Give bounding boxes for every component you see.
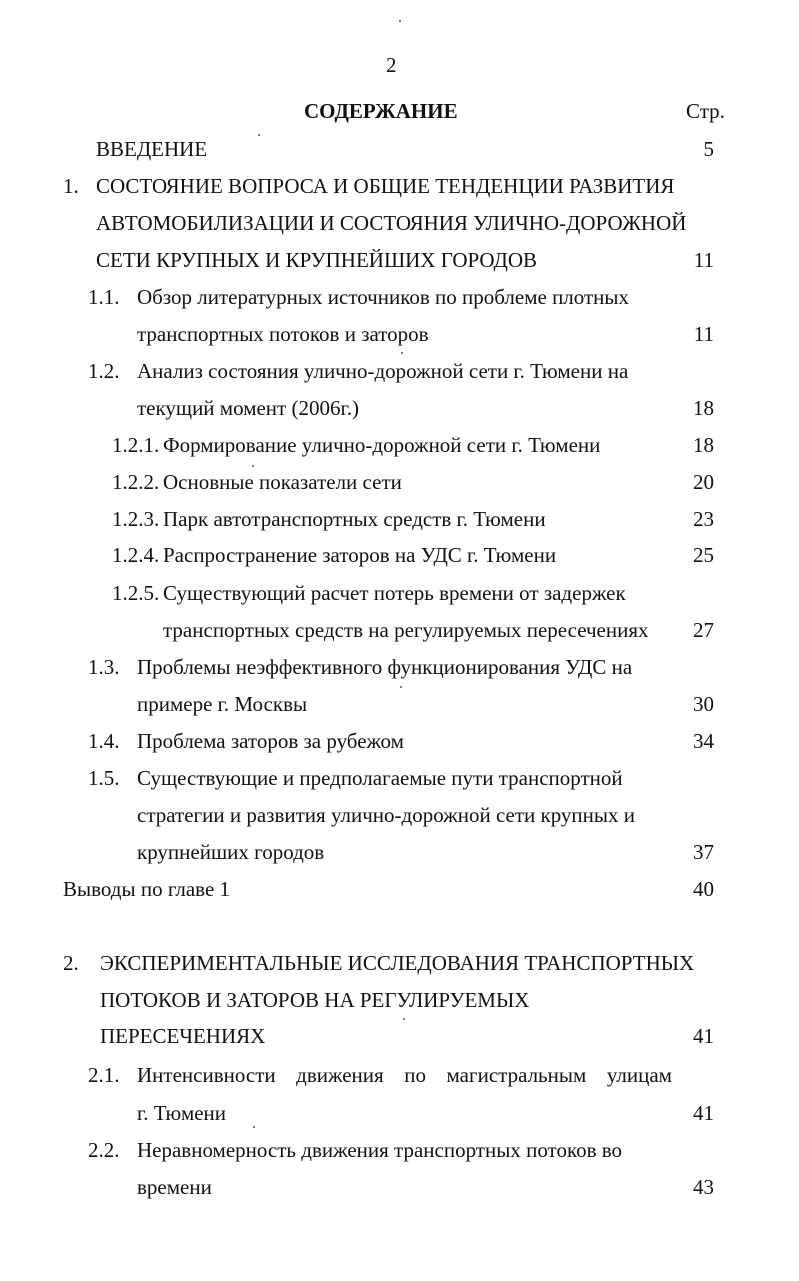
page-column-label: Стр. — [686, 99, 725, 123]
toc-entry-title-line: Проблема заторов за рубежом — [137, 729, 404, 753]
toc-entry-title-line: Распространение заторов на УДС г. Тюмени — [163, 543, 557, 567]
toc-entry-number: 1.2.1. — [112, 433, 160, 457]
toc-entry-page: 18 — [693, 433, 714, 457]
scan-speck — [400, 686, 402, 688]
toc-entry-number: 1. — [63, 174, 79, 198]
toc-entry-title-line: текущий момент (2006г.) — [137, 396, 359, 420]
toc-entry-title-line: крупнейших городов — [137, 840, 325, 864]
toc-entry-page: 11 — [693, 248, 714, 272]
toc-entry-title-line: Проблемы неэффективного функционирования УДС на — [137, 655, 633, 679]
toc-entry-page: 41 — [693, 1101, 714, 1125]
toc-entry-title-line: АВТОМОБИЛИЗАЦИИ И СОСТОЯНИЯ УЛИЧНО-ДОРОЖНОЙ — [96, 211, 687, 235]
toc-word: улицам — [606, 1063, 672, 1087]
scan-speck — [252, 465, 254, 467]
toc-entry-page: 27 — [693, 618, 714, 642]
page-number: 2 — [386, 53, 397, 77]
toc-entry-number: 2.2. — [88, 1138, 120, 1162]
toc-word: магистральным — [446, 1063, 587, 1087]
toc-entry-page: 5 — [703, 137, 714, 161]
toc-entry-title-line: СОСТОЯНИЕ ВОПРОСА И ОБЩИЕ ТЕНДЕНЦИИ РАЗВИТИЯ — [96, 174, 675, 198]
toc-entry-title-line: Парк автотранспортных средств г. Тюмени — [163, 507, 546, 531]
toc-entry-title-line: Существующий расчет потерь времени от задержек — [163, 581, 626, 605]
toc-entry-title-line: Обзор литературных источников по проблеме плотных — [137, 285, 630, 309]
toc-entry-page: 43 — [693, 1175, 714, 1199]
toc-entry-title-line: СЕТИ КРУПНЫХ И КРУПНЕЙШИХ ГОРОДОВ — [96, 248, 538, 272]
toc-word: по — [404, 1063, 426, 1087]
toc-entry-number: 2.1. — [88, 1063, 120, 1087]
toc-entry-number: 1.2.2. — [112, 470, 160, 494]
toc-entry-title-line: времени — [137, 1175, 212, 1199]
scan-speck — [401, 352, 403, 354]
toc-entry-number: 1.2.4. — [112, 543, 160, 567]
toc-entry-number: 1.5. — [88, 766, 120, 790]
toc-entry-title-line: Существующие и предполагаемые пути транспортной — [137, 766, 623, 790]
toc-entry-title-line: Анализ состояния улично-дорожной сети г. Тюмени на — [137, 359, 629, 383]
toc-entry-title-line: г. Тюмени — [137, 1101, 227, 1125]
toc-entry-page: 41 — [693, 1024, 714, 1048]
toc-entry-page: 18 — [693, 396, 714, 420]
toc-entry-title-line: ЭКСПЕРИМЕНТАЛЬНЫЕ ИССЛЕДОВАНИЯ ТРАНСПОРТНЫХ — [100, 951, 695, 975]
page-title: СОДЕРЖАНИЕ — [304, 99, 458, 123]
toc-entry-title-line — [137, 1065, 672, 1086]
toc-entry-number: 1.3. — [88, 655, 120, 679]
scan-speck — [399, 20, 401, 22]
toc-entry-number: 1.2.5. — [112, 581, 160, 605]
toc-entry-page: 34 — [693, 729, 714, 753]
toc-entry-number: 1.2.3. — [112, 507, 160, 531]
toc-entry-number: 2. — [63, 951, 79, 975]
toc-entry-title-line: ПОТОКОВ И ЗАТОРОВ НА РЕГУЛИРУЕМЫХ — [100, 988, 530, 1012]
toc-entry-number: 1.1. — [88, 285, 120, 309]
toc-entry-title: ВВЕДЕНИЕ — [96, 137, 208, 161]
toc-entry-title-line: ПЕРЕСЕЧЕНИЯХ — [100, 1024, 266, 1048]
scan-speck — [258, 134, 260, 136]
toc-word: Интенсивности — [137, 1063, 276, 1087]
toc-entry-number: 1.2. — [88, 359, 120, 383]
toc-entry-page: 25 — [693, 543, 714, 567]
toc-entry-title-line: примере г. Москвы — [137, 692, 308, 716]
toc-entry-title-line: транспортных потоков и заторов — [137, 322, 429, 346]
toc-entry-page: 11 — [693, 322, 714, 346]
toc-entry-title-line: Формирование улично-дорожной сети г. Тюмени — [163, 433, 601, 457]
toc-entry-page: 30 — [693, 692, 714, 716]
toc-entry-page: 37 — [693, 840, 714, 864]
toc-entry-title-line: транспортных средств на регулируемых пересечениях — [163, 618, 649, 642]
scan-speck — [403, 1018, 405, 1020]
toc-word: движения — [296, 1063, 384, 1087]
toc-entry-page: 20 — [693, 470, 714, 494]
toc-entry-number: 1.4. — [88, 729, 120, 753]
toc-entry-title-line: стратегии и развития улично-дорожной сети крупных и — [137, 803, 636, 827]
toc-entry-page: 23 — [693, 507, 714, 531]
toc-entry-page: 40 — [693, 877, 714, 901]
toc-entry-title: Выводы по главе 1 — [63, 877, 231, 901]
scan-speck — [253, 1126, 255, 1128]
toc-entry-title-line: Основные показатели сети — [163, 470, 402, 494]
toc-entry-title-line: Неравномерность движения транспортных потоков во — [137, 1138, 623, 1162]
